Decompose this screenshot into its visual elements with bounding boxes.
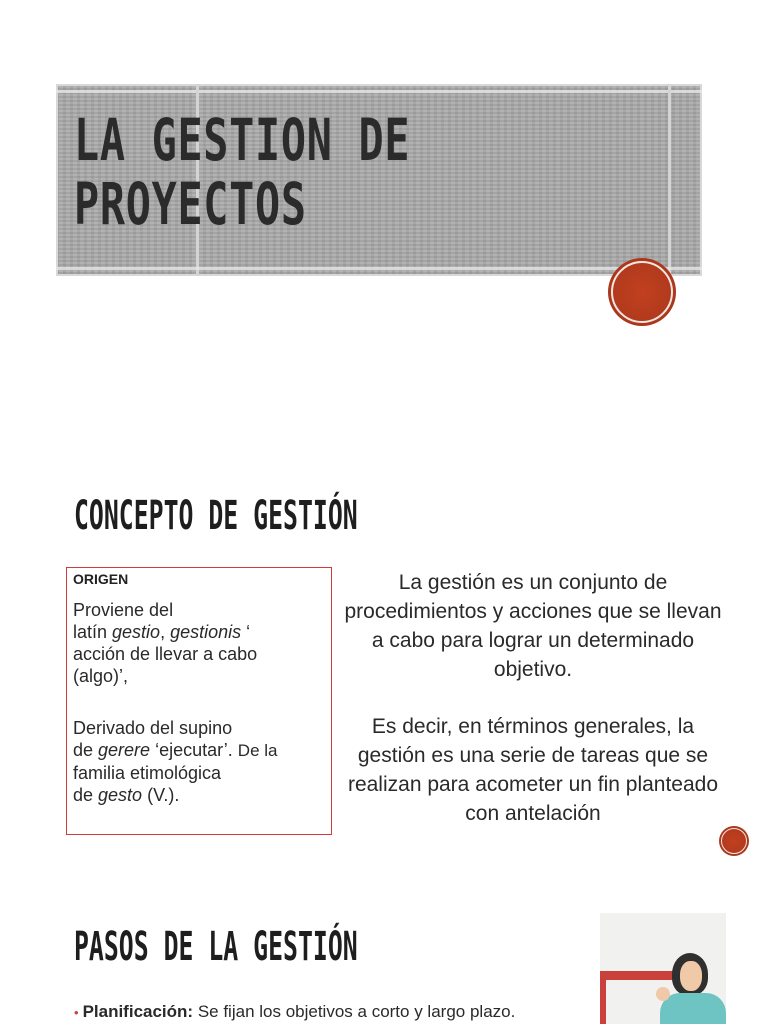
- origin-text: Proviene del latín gestio, gestionis ‘ acción de llevar a cabo (algo)’, Derivado del supino de gerere ‘ejecutar’. De la familia etimológica de gesto (V.).: [73, 600, 278, 805]
- page-title: [74, 108, 410, 236]
- illustration-stand: [600, 975, 606, 1024]
- title-line-2: PROYECTOS: [74, 170, 307, 238]
- decorative-circle: [608, 258, 676, 326]
- definition-paragraph-1: La gestión es un conjunto de procedimientos y acciones que se llevan a cabo para lograr un determinado objetivo.: [344, 571, 722, 681]
- decorative-ring: [611, 261, 673, 323]
- title-line-1: LA GESTION DE: [74, 106, 411, 174]
- bullet-term: Planificación:: [82, 1002, 194, 1021]
- decorative-circle-small: [719, 826, 749, 856]
- illustration-image: [600, 913, 726, 1024]
- illustration-face: [680, 961, 702, 991]
- illustration-body: [660, 993, 726, 1024]
- list-item: [74, 1000, 515, 1025]
- definition-paragraph-2: Es decir, en términos generales, la gestión es una serie de tareas que se realizan para acometer un fin planteado con antelación: [347, 715, 719, 825]
- bullet-text: Se fijan los objetivos a corto y largo plazo.: [193, 1002, 516, 1021]
- decorative-ring: [721, 828, 747, 854]
- illustration-bar: [600, 971, 680, 980]
- section-heading-concepto: CONCEPTO DE GESTIÓN: [74, 493, 358, 539]
- bullet-icon: •: [74, 1005, 79, 1020]
- banner-texture-line: [668, 84, 671, 276]
- section-heading-pasos: PASOS DE LA GESTIÓN: [74, 924, 358, 970]
- illustration-hand: [656, 987, 670, 1001]
- origin-label: ORIGEN: [73, 571, 129, 587]
- definition-text: [340, 568, 726, 828]
